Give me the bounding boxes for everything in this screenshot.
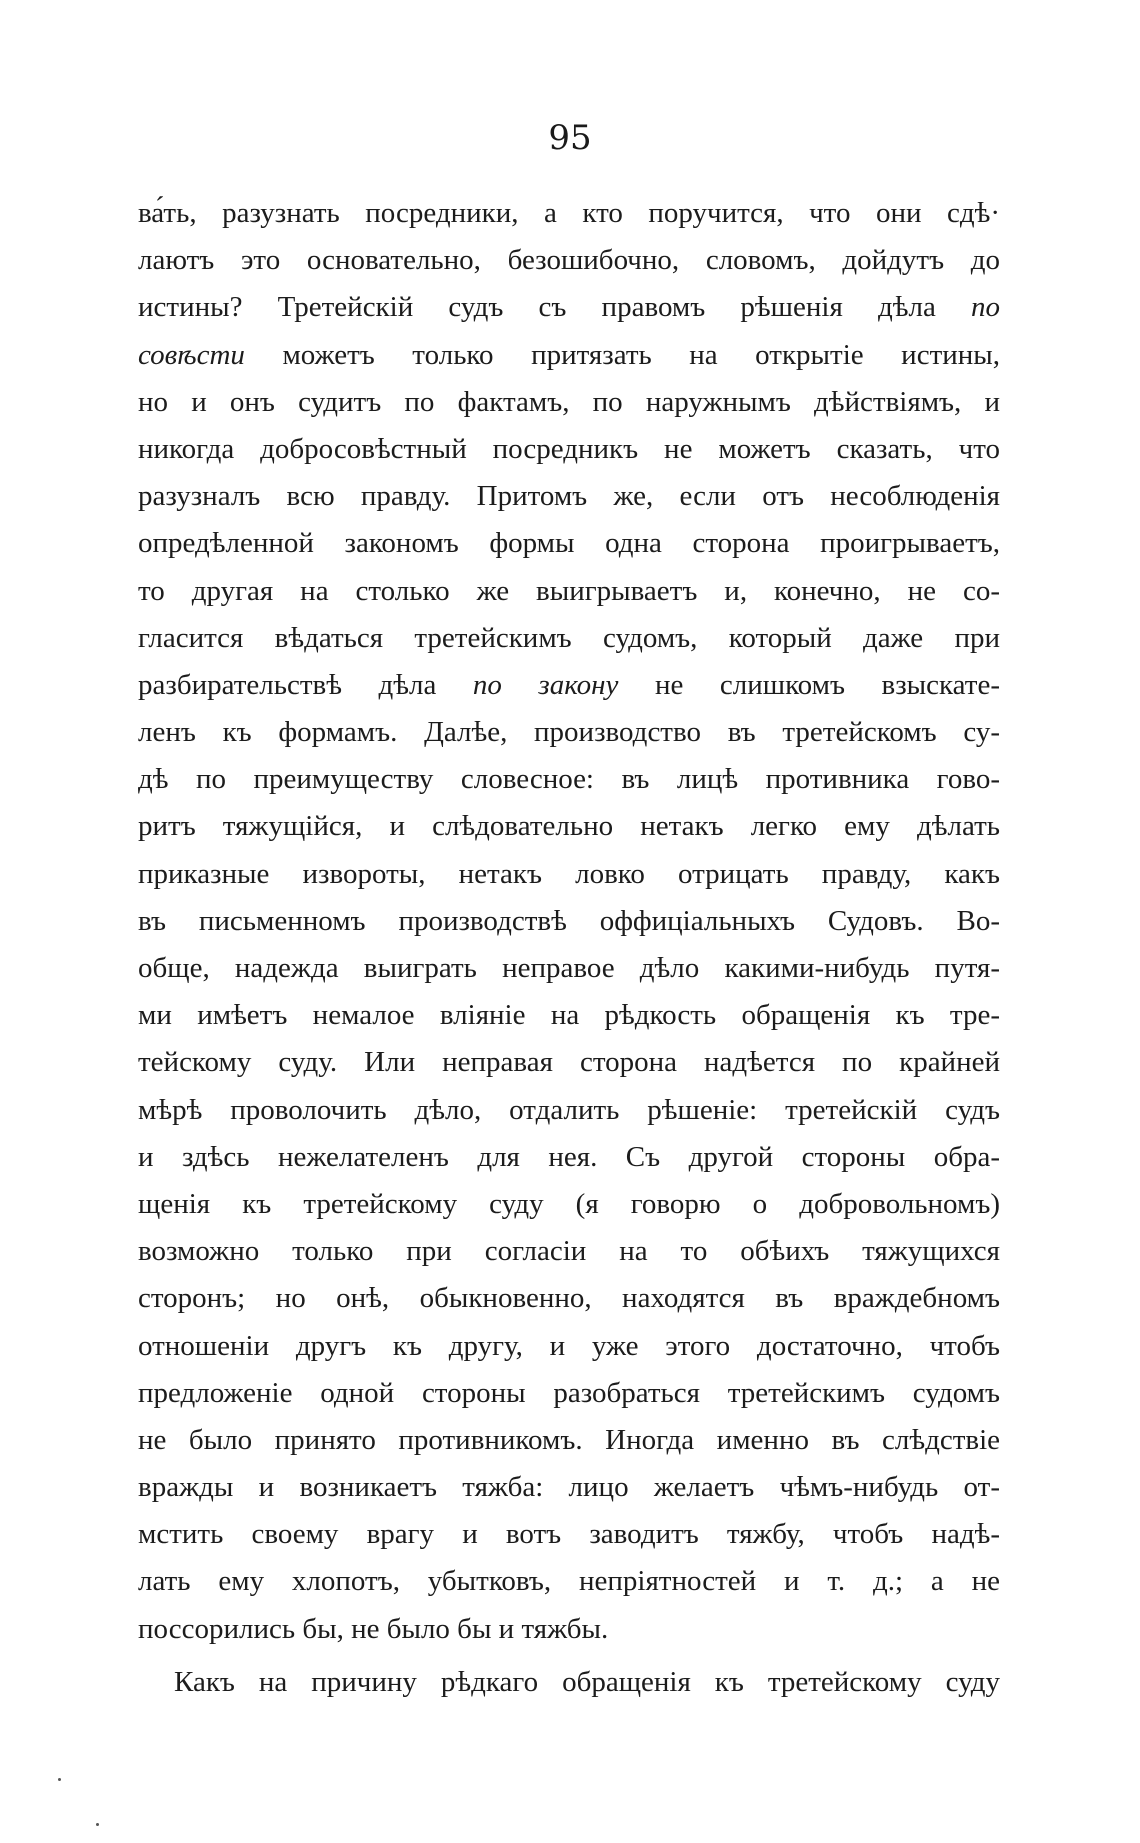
- text-line: ми имѣетъ немалое вліяніе на рѣдкость обращенія къ тре-: [138, 999, 1000, 1032]
- page-number: 95: [548, 118, 592, 158]
- text-line: лаютъ это основательно, безошибочно, словомъ, дойдутъ до: [138, 244, 1000, 277]
- text-line: не было принято противникомъ. Иногда именно въ слѣдствіе: [138, 1423, 1000, 1456]
- text-line: [138, 284, 1000, 331]
- italic-phrase: совѣсти: [138, 338, 245, 371]
- text-line: лать ему хлопотъ, убытковъ, непріятностей и т. д.; а не: [138, 1565, 1000, 1598]
- text-line: и здѣсь нежелателенъ для нея. Съ другой стороны обра-: [138, 1140, 1000, 1173]
- scan-speck: [58, 1778, 61, 1781]
- text-segment: не слишкомъ взыскате-: [654, 668, 1000, 701]
- text-line: [138, 332, 1000, 379]
- text-line: отношеніи другъ къ другу, и уже этого достаточно, чтобъ: [138, 1329, 1000, 1362]
- text-line: ва́ть, разузнать посредники, а кто поручится, что они сдѣ·: [138, 197, 1000, 229]
- body-text: [138, 190, 1000, 1706]
- text-line: то другая на столько же выигрываетъ и, конечно, не со-: [138, 574, 1000, 607]
- text-line: никогда добросовѣстный посредникъ не можетъ сказать, что: [138, 432, 1000, 465]
- text-line: тейскому суду. Или неправая сторона надѣется по крайней: [138, 1046, 1000, 1079]
- text-line: въ письменномъ производствѣ оффиціальныхъ Судовъ. Во-: [138, 904, 1000, 937]
- text-line: опредѣленной закономъ формы одна сторона проигрываетъ,: [138, 527, 1000, 560]
- text-segment: истины? Третейскій судъ съ правомъ рѣшенія дѣла: [138, 291, 936, 324]
- text-line: сторонъ; но онѣ, обыкновенно, находятся въ враждебномъ: [138, 1282, 1000, 1315]
- text-line: вражды и возникаетъ тяжба: лицо желаетъ чѣмъ-нибудь от-: [138, 1471, 1000, 1504]
- text-line: предложеніе одной стороны разобраться третейскимъ судомъ: [138, 1376, 1000, 1409]
- text-line: но и онъ судитъ по фактамъ, по наружнымъ дѣйствіямъ, и: [138, 385, 1000, 418]
- text-line: [138, 662, 1000, 709]
- text-line: дѣ по преимуществу словесное: въ лицѣ противника гово-: [138, 763, 1000, 796]
- text-line: разузналъ всю правду. Притомъ же, если отъ несоблюденія: [138, 480, 1000, 513]
- paragraph-start-line: Какъ на причину рѣдкаго обращенія къ третейскому суду: [174, 1665, 1000, 1698]
- paragraph-end-line: поссорились бы, не было бы и тяжбы.: [138, 1612, 609, 1645]
- text-line: приказные извороты, нетакъ ловко отрицать правду, какъ: [138, 857, 1000, 890]
- text-line: возможно только при согласіи на то обѣихъ тяжущихся: [138, 1235, 1000, 1268]
- scan-speck: [96, 1823, 99, 1826]
- text-line: гласится вѣдаться третейскимъ судомъ, который даже при: [138, 621, 1000, 654]
- text-segment: разбирательствѣ дѣла: [138, 668, 437, 701]
- text-line: ритъ тяжущійся, и слѣдовательно нетакъ легко ему дѣлать: [138, 810, 1000, 843]
- text-line: щенія къ третейскому суду (я говорю о добровольномъ): [138, 1187, 1000, 1220]
- italic-phrase: по: [971, 291, 1000, 324]
- text-line: ленъ къ формамъ. Далѣе, производство въ третейскомъ су-: [138, 716, 1000, 749]
- text-line: обще, надежда выиграть неправое дѣло какими-нибудь путя-: [138, 952, 1000, 984]
- text-segment: может​ъ только притязать на открытіе истины,: [282, 338, 1001, 371]
- text-line: мѣрѣ проволочить дѣло, отдалить рѣшеніе: третейскій судъ: [138, 1093, 1000, 1126]
- italic-phrase: по закону: [472, 668, 619, 701]
- text-line: мстить своему врагу и вотъ заводитъ тяжбу, чтобъ надѣ-: [138, 1518, 1000, 1551]
